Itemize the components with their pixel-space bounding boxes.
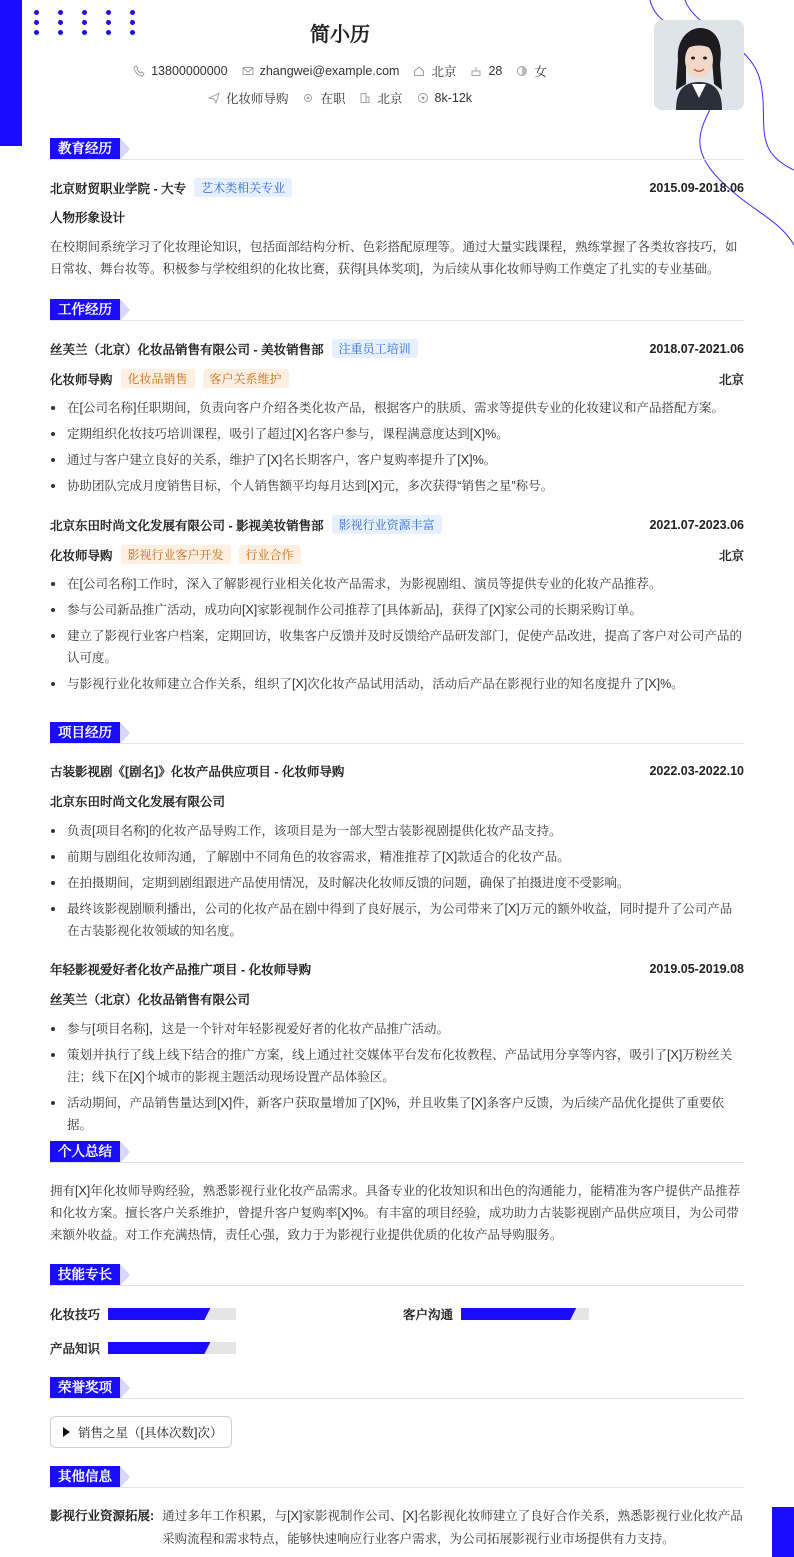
skill-item: [403, 1305, 589, 1323]
section-other-title: 其他信息: [50, 1466, 120, 1488]
work-company-tag: 注重员工培训: [332, 339, 418, 358]
contact-row: [60, 62, 620, 80]
avatar: [654, 20, 744, 110]
section-other: [50, 1466, 130, 1488]
list-item: 建立了影视行业客户档案，定期回访，收集客户反馈并及时反馈给产品研发部门，促使产品改进，提高了客户对公司产品的认可度。: [50, 625, 744, 669]
project-date: 2019.05-2019.08: [649, 962, 744, 976]
divider: [50, 320, 744, 321]
other-info: [50, 1505, 744, 1551]
list-item: 策划并执行了线上线下结合的推广方案，线上通过社交媒体平台发布化妆教程、产品试用分享等内容，吸引了[X]万粉丝关注；线下在[X]个城市的影视主题活动现场设置产品体验区。: [50, 1044, 744, 1088]
email-item: [242, 64, 400, 78]
job-target-item: [208, 89, 289, 107]
skill-bar: [108, 1308, 236, 1320]
list-item: 在拍摄期间，定期到剧组跟进产品使用情况，及时解决化妆师反馈的问题，确保了拍摄进度不受影响。: [50, 872, 744, 894]
gender-icon: [516, 65, 528, 77]
target-city-text: 北京: [377, 92, 403, 106]
list-item: 与影视行业化妆师建立合作关系，组织了[X]次化妆产品试用活动，活动后产品在影视行业的知名度提升了[X]%。: [50, 673, 744, 695]
project-name: 年轻影视爱好者化妆产品推广项目 - 化妆师导购: [50, 963, 312, 977]
skill-item: [50, 1339, 236, 1357]
candidate-name: 简小历: [310, 24, 370, 46]
target-city-item: [359, 89, 402, 107]
education-header: [50, 178, 744, 197]
coin-icon: [417, 92, 429, 104]
skill-bar: [108, 1342, 236, 1354]
phone-item: [133, 64, 227, 78]
project-org: 丝芙兰（北京）化妆品销售有限公司: [50, 993, 251, 1007]
status-text: 在职: [320, 92, 346, 106]
work-company: 丝芙兰（北京）化妆品销售有限公司 - 美妆销售部: [50, 342, 324, 357]
work-date: 2018.07-2021.06: [649, 341, 744, 356]
work-company: 北京东田时尚文化发展有限公司 - 影视美妆销售部: [50, 518, 324, 533]
education-description: 在校期间系统学习了化妆理论知识，包括面部结构分析、色彩搭配原理等。通过大量实践课程，熟练掌握了各类妆容技巧，如日常妆、舞台妆等。积极参与学校组织的化妆比赛，获得[具体奖项]，为后续从事化妆师导购工作奠定了扎实的专业基础。: [50, 240, 738, 276]
section-education: [50, 138, 130, 160]
list-item: 参与[项目名称]，这是一个针对年轻影视爱好者的化妆产品推广活动。: [50, 1018, 744, 1040]
skill-name: 客户沟通: [403, 1308, 454, 1322]
section-summary: [50, 1141, 130, 1163]
work-skill-tag: 影视行业客户开发: [121, 545, 231, 564]
section-work-title: 工作经历: [50, 299, 120, 321]
salary-item: [417, 91, 473, 105]
phone-icon: [133, 65, 145, 77]
divider: [50, 743, 744, 744]
skill-item: [50, 1305, 236, 1323]
list-item: 参与公司新品推广活动，成功向[X]家影视制作公司推荐了[具体新品]，获得了[X]家公司的长期采购订单。: [50, 599, 744, 621]
project-org-row: [50, 990, 744, 1008]
section-project: [50, 722, 130, 744]
other-info-key: 影视行业资源拓展:: [50, 1509, 155, 1523]
list-item: 最终该影视剧顺利播出，公司的化妆产品在剧中得到了良好展示，为公司带来了[X]万元的额外收益，同时提升了公司产品在古装影视化妆领域的知名度。: [50, 898, 744, 942]
project-header: [50, 762, 744, 780]
resume-header: [0, 0, 794, 130]
age-item: [470, 64, 502, 78]
work-role-row: [50, 545, 744, 564]
decor-bar-right: [772, 1507, 794, 1557]
skill-bar-fill: [108, 1342, 210, 1354]
divider: [50, 159, 744, 160]
list-item: 在[公司名称]任职期间，负责向客户介绍各类化妆产品，根据客户的肤质、需求等提供专业的化妆建议和产品搭配方案。: [50, 397, 744, 419]
work-header: [50, 339, 744, 358]
skill-bar: [461, 1308, 589, 1320]
salary-text: 8k-12k: [434, 91, 473, 105]
work-skill-tag: 客户关系维护: [203, 369, 289, 388]
section-skills-title: 技能专长: [50, 1264, 120, 1286]
status-item: [302, 89, 345, 107]
skill-bar-fill: [461, 1308, 576, 1320]
section-honors: [50, 1377, 130, 1399]
work-company-tag: 影视行业资源丰富: [332, 515, 442, 534]
section-skills: [50, 1264, 130, 1286]
gender-item: [516, 62, 547, 80]
location-text: 北京: [431, 65, 457, 79]
list-item: 活动期间，产品销售量达到[X]件，新客户获取量增加了[X]%，并且收集了[X]条客户反馈，为后续产品优化提供了重要依据。: [50, 1092, 744, 1136]
skill-name: 产品知识: [50, 1342, 101, 1356]
list-item: 协助团队完成月度销售目标，个人销售额平均每月达到[X]元，多次获得“销售之星”称号。: [50, 475, 744, 497]
list-item: 在[公司名称]工作时，深入了解影视行业相关化妆产品需求，为影视剧组、演员等提供专业的化妆产品推荐。: [50, 573, 744, 595]
list-item: 通过与客户建立良好的关系，维护了[X]名长期客户，客户复购率提升了[X]%。: [50, 449, 744, 471]
job-intent-row: [60, 89, 620, 107]
project-org-row: [50, 792, 744, 810]
play-icon: [63, 1427, 70, 1437]
section-education-title: 教育经历: [50, 138, 120, 160]
divider: [50, 1285, 744, 1286]
divider: [50, 1162, 744, 1163]
honor-text: 销售之星（[具体次数]次）: [78, 1426, 223, 1440]
email-text: zhangwei@example.com: [259, 64, 400, 78]
other-info-value: 通过多年工作积累，与[X]家影视制作公司、[X]名影视化妆师建立了良好合作关系，熟悉影视行业化妆产品采购流程和需求特点，能够快速响应行业客户需求，为公司拓展影视行业市场提供有力支持。: [162, 1509, 743, 1546]
gear-icon: [302, 92, 314, 104]
phone-text: 13800000000: [151, 64, 228, 78]
work-skill-tag: 行业合作: [239, 545, 301, 564]
cake-icon: [470, 65, 482, 77]
education-major: 人物形象设计: [50, 211, 126, 225]
list-item: 负责[项目名称]的化妆产品导购工作，该项目是为一部大型古装影视剧提供化妆产品支持。: [50, 820, 744, 842]
send-icon: [208, 92, 220, 104]
work-role: 化妆师导购: [50, 372, 113, 387]
building-icon: [359, 92, 371, 104]
skill-bar-fill: [108, 1308, 210, 1320]
honor-item: [50, 1416, 232, 1448]
work-skill-tag: 化妆品销售: [121, 369, 195, 388]
age-text: 28: [488, 64, 503, 78]
project-header: [50, 960, 744, 978]
mail-icon: [242, 65, 254, 77]
list-item: 前期与剧组化妆师沟通，了解剧中不同角色的妆容需求，精准推荐了[X]款适合的化妆产品。: [50, 846, 744, 868]
project-date: 2022.03-2022.10: [649, 764, 744, 778]
divider: [50, 1487, 744, 1488]
skill-name: 化妆技巧: [50, 1308, 101, 1322]
work-date: 2021.07-2023.06: [649, 517, 744, 532]
job-target-text: 化妆师导购: [225, 92, 289, 106]
work-role: 化妆师导购: [50, 548, 113, 563]
work-role-row: [50, 369, 744, 388]
project-org: 北京东田时尚文化发展有限公司: [50, 795, 226, 809]
avatar-portrait: [654, 20, 744, 110]
section-project-title: 项目经历: [50, 722, 120, 744]
divider: [50, 1398, 744, 1399]
list-item: 定期组织化妆技巧培训课程，吸引了超过[X]名客户参与，课程满意度达到[X]%。: [50, 423, 744, 445]
work-city: 北京: [718, 548, 744, 563]
education-major-row: [50, 208, 744, 226]
section-honors-title: 荣誉奖项: [50, 1377, 120, 1399]
work-city: 北京: [718, 372, 744, 387]
project-name: 古装影视剧《[剧名]》化妆产品供应项目 - 化妆师导购: [50, 765, 345, 779]
section-work: [50, 299, 130, 321]
location-item: [413, 62, 456, 80]
work-header: [50, 515, 744, 534]
section-summary-title: 个人总结: [50, 1141, 120, 1163]
education-date: 2015.09-2018.06: [649, 180, 744, 195]
gender-text: 女: [534, 65, 547, 79]
education-school: 北京财贸职业学院 - 大专: [50, 181, 187, 196]
education-tag: 艺术类相关专业: [194, 178, 292, 197]
home-icon: [413, 65, 425, 77]
summary-text: 拥有[X]年化妆师导购经验，熟悉影视行业化妆产品需求。具备专业的化妆知识和出色的沟通能力，能精准为客户提供产品推荐和化妆方案。擅长客户关系维护，曾提升客户复购率[X]%。有丰富的项目经验，成功助力古装影视剧产品供应项目，为公司带来额外收益。对工作充满热情，责任心强，致力于为影视行业提供优质的化妆产品导购服务。: [50, 1184, 741, 1242]
